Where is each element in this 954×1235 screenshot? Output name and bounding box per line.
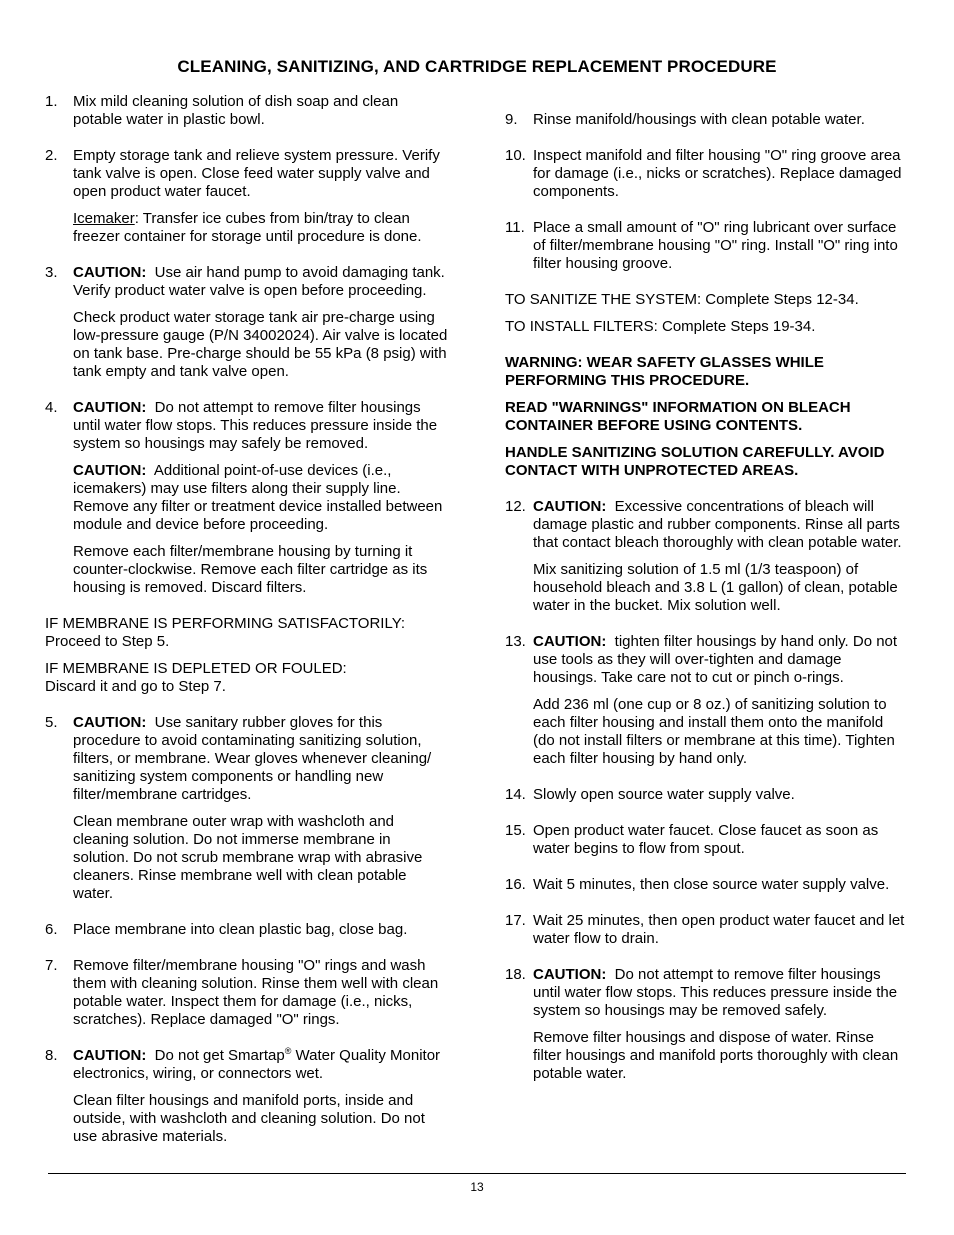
warning-sanitizing-solution: HANDLE SANITIZING SOLUTION CAREFULLY. AVOID CONTACT WITH UNPROTECTED AREAS. [505,444,885,479]
caution-note [533,966,905,1020]
page-number: 13 [470,1180,484,1194]
step-3 [45,264,450,381]
caution-text: Use sanitary rubber gloves for this procedure to avoid contaminating sanitizing solution, filters, or membrane. Wear gloves whenever cleaning/ sanitizing system components or handling new filter/membrane cartridges. [73,714,432,803]
caution-note [73,399,450,453]
step-12 [505,498,905,615]
step-7 [45,957,450,1029]
caution-note [73,1047,450,1083]
step-18 [505,966,905,1083]
step-number: 10. [505,147,526,164]
condition-heading: IF MEMBRANE IS DEPLETED OR FOULED: [45,660,347,677]
caution-label: CAUTION: [73,399,147,416]
step-text: Open product water faucet. Close faucet as soon as water begins to flow from spout. [533,822,879,857]
step-text: Remove filter housings and dispose of water. Rinse filter housings and manifold ports thoroughly with clean potable water. [533,1029,899,1082]
step-text: Remove each filter/membrane housing by turning it counter-clockwise. Remove each filter cartridge as its housing is removed. Discard filters. [73,543,428,596]
step-11 [505,219,905,273]
step-text: Rinse manifold/housings with clean potable water. [533,111,865,128]
step-17 [505,912,905,948]
step-13 [505,633,905,768]
step-text: Wait 25 minutes, then open product water faucet and let water flow to drain. [533,912,905,947]
step-6 [45,921,450,939]
step-number: 12. [505,498,526,515]
step-number: 6. [45,921,58,938]
step-number: 4. [45,399,58,416]
step-number: 18. [505,966,526,983]
icemaker-text: : Transfer ice cubes from bin/tray to clean freezer container for storage until procedure is done. [73,210,422,245]
step-text: Slowly open source water supply valve. [533,786,795,803]
condition-heading: IF MEMBRANE IS PERFORMING SATISFACTORILY: [45,615,406,632]
caution-text: Water Quality Monitor electronics, wiring, or connectors wet. [73,1047,441,1082]
caution-text: Do not attempt to remove filter housings until water flow stops. This reduces pressure inside the system so housings may be removed safely. [533,966,898,1019]
step-text: Place a small amount of "O" ring lubricant over surface of filter/membrane housing "O" ring. Install "O" ring into filter housing groove. [533,219,898,272]
caution-label: CAUTION: [73,462,147,479]
step-5 [45,714,450,903]
condition-fouled [45,660,450,696]
step-14 [505,786,905,804]
step-text: Mix sanitizing solution of 1.5 ml (1/3 teaspoon) of household bleach and 3.8 L (1 gallon) of clean, potable water in the bucket. Mix solution well. [533,561,898,614]
step-number: 9. [505,111,518,128]
step-text: Inspect manifold and filter housing "O" ring groove area for damage (i.e., nicks or scratches). Replace damaged components. [533,147,902,200]
step-16 [505,876,905,894]
step-number: 16. [505,876,526,893]
warning-bleach-container: READ "WARNINGS" INFORMATION ON BLEACH CONTAINER BEFORE USING CONTENTS. [505,399,851,434]
condition-satisfactory [45,615,450,651]
caution-note [533,633,905,687]
step-9 [505,111,905,129]
step-number: 3. [45,264,58,281]
caution-text: Do not get Smartap [154,1047,285,1064]
step-text: Wait 5 minutes, then close source water supply valve. [533,876,890,893]
caution-label: CAUTION: [533,633,607,650]
step-4 [45,399,450,597]
step-number: 11. [505,219,525,236]
caution-label: CAUTION: [73,1047,147,1064]
icemaker-note [73,210,450,246]
page-title: CLEANING, SANITIZING, AND CARTRIDGE REPLACEMENT PROCEDURE [177,57,777,76]
step-number: 5. [45,714,58,731]
caution-text: Additional point-of-use devices (i.e., icemakers) may use filters along their supply line. Remove any filter or treatment device installed between module and device before proceeding. [73,462,443,533]
step-number: 7. [45,957,58,974]
caution-text: Excessive concentrations of bleach will damage plastic and rubber components. Rinse all parts that contact bleach thoroughly with clean potable water. [533,498,902,551]
warning-safety-glasses: WARNING: WEAR SAFETY GLASSES WHILE PERFORMING THIS PROCEDURE. [505,354,824,389]
step-text: Place membrane into clean plastic bag, close bag. [73,921,408,938]
step-number: 8. [45,1047,58,1064]
caution-text: Use air hand pump to avoid damaging tank. Verify product water valve is open before proceeding. [73,264,445,299]
step-number: 15. [505,822,526,839]
install-instruction: TO INSTALL FILTERS: Complete Steps 19-34. [505,318,816,335]
step-8 [45,1047,450,1146]
caution-note [73,714,450,804]
caution-label: CAUTION: [533,498,607,515]
caution-text: tighten filter housings by hand only. Do not use tools as they will over-tighten and damage housings. Take care not to cut or pinch o-rings. [533,633,898,686]
step-10 [505,147,905,201]
step-number: 1. [45,93,58,110]
right-column [505,111,905,1101]
caution-label: CAUTION: [533,966,607,983]
caution-label: CAUTION: [73,714,147,731]
step-text: Empty storage tank and relieve system pressure. Verify tank valve is open. Close feed water supply valve and open product water faucet. [73,147,440,200]
left-column [45,93,450,1164]
caution-label: CAUTION: [73,264,147,281]
step-number: 13. [505,633,526,650]
sanitize-instruction: TO SANITIZE THE SYSTEM: Complete Steps 12-34. [505,291,859,308]
step-text: Remove filter/membrane housing "O" rings and wash them with cleaning solution. Rinse them well with clean potable water. Inspect them for damage (i.e., nicks, scratches). Replace damaged "O" rings. [73,957,439,1028]
step-1 [45,93,450,129]
step-number: 2. [45,147,58,164]
step-2 [45,147,450,246]
caution-text: Do not attempt to remove filter housings until water flow stops. This reduces pressure inside the system so housings may safely be removed. [73,399,438,452]
step-number: 17. [505,912,526,929]
step-text: Check product water storage tank air pre-charge using low-pressure gauge (P/N 34002024). Air valve is located on tank base. Pre-charge should be 55 kPa (8 psig) with tank empty and tank valve open. [73,309,448,380]
caution-note [73,264,450,300]
step-text: Clean membrane outer wrap with washcloth and cleaning solution. Do not immerse membrane in solution. Do not scrub membrane wrap with abrasive cleaners. Rinse membrane well with clean potable water. [73,813,423,902]
condition-action: Proceed to Step 5. [45,633,170,650]
registered-mark: ® [284,1046,292,1056]
icemaker-label: Icemaker [73,210,135,227]
step-number: 14. [505,786,526,803]
caution-note [73,462,450,534]
footer-divider [48,1173,906,1174]
step-text: Clean filter housings and manifold ports, inside and outside, with washcloth and cleaning solution. Do not use abrasive materials. [73,1092,425,1145]
step-text: Add 236 ml (one cup or 8 oz.) of sanitizing solution to each filter housing and install them onto the manifold (do not install filters or membrane at this time). Tighten each filter housing by hand only. [533,696,895,767]
step-15 [505,822,905,858]
step-text: Mix mild cleaning solution of dish soap and clean potable water in plastic bowl. [73,93,399,128]
condition-action: Discard it and go to Step 7. [45,678,226,695]
caution-note [533,498,905,552]
